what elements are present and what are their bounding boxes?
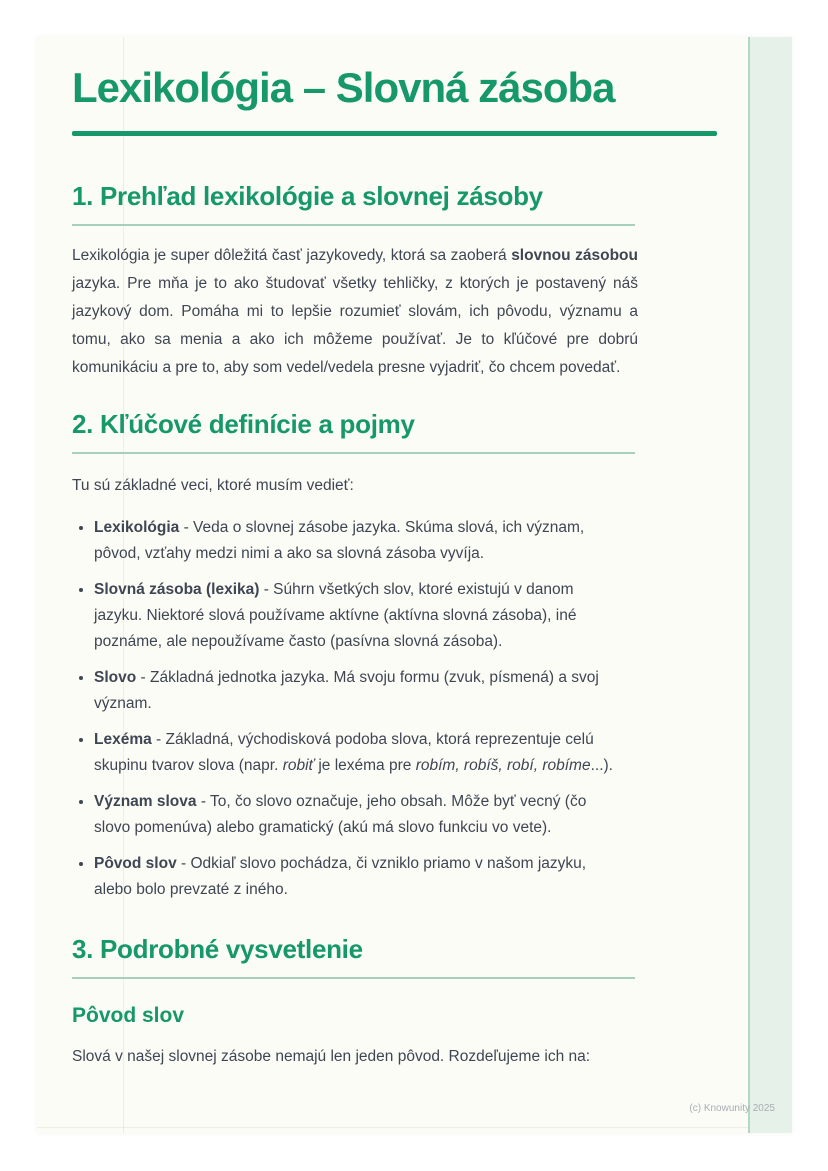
title-divider-rule <box>72 131 717 136</box>
definitions-list <box>72 514 617 903</box>
subsection-heading-povod-slov: Pôvod slov <box>72 1004 185 1027</box>
list-item <box>94 576 617 655</box>
section-heading-3: 3. Podrobné vysvetlenie <box>72 933 635 979</box>
italic-example: robím, robíš, robí, robíme <box>415 757 591 774</box>
list-item <box>94 514 617 567</box>
definition-text: - Odkiaľ slovo pochádza, či vzniklo priamo v našom jazyku, alebo bolo prevzaté z iného. <box>94 855 587 898</box>
list-item <box>94 726 617 779</box>
bold-term: slovnou zásobou <box>511 247 638 264</box>
section-heading-2: 2. Kľúčové definície a pojmy <box>72 408 635 454</box>
definition-term: Význam slova <box>94 793 197 810</box>
povod-slov-paragraph: Slová v našej slovnej zásobe nemajú len jeden pôvod. Rozdeľujeme ich na: <box>72 1048 591 1065</box>
definition-term: Lexikológia <box>94 519 180 536</box>
definition-text: ...). <box>590 757 613 774</box>
italic-example: robiť <box>282 757 315 774</box>
definition-term: Slovná zásoba (lexika) <box>94 581 260 598</box>
definition-text: - Základná jednotka jazyka. Má svoju formu (zvuk, písmená) a svoj význam. <box>94 669 599 712</box>
definitions-intro: Tu sú základné veci, ktoré musím vedieť: <box>72 477 354 494</box>
page-binding-strip <box>748 37 792 1133</box>
list-item <box>94 850 617 903</box>
definition-text: - Súhrn všetkých slov, ktoré existujú v danom jazyku. Niektoré slová používame aktívne (aktívna slovná zásoba), iné poznáme, ale nepoužívame často (pasívna slovná zásoba). <box>94 581 577 650</box>
list-item <box>94 664 617 717</box>
intro-paragraph <box>72 242 638 382</box>
page-title: Lexikológia – Slovná zásoba <box>72 64 615 111</box>
document-page <box>37 37 792 1133</box>
definition-text: - To, čo slovo označuje, jeho obsah. Môže byť vecný (čo slovo pomenúva) alebo gramatický (akú má slovo funkciu vo vete). <box>94 793 587 836</box>
paragraph-run: jazyka. Pre mňa je to ako študovať všetky tehličky, z ktorých je postavený náš jazykový dom. Pomáha mi to lepšie rozumieť slovám, ich pôvodu, významu a tomu, ako sa menia a ako ich môžeme používať. Je to kľúčové pre dobrú komunikáciu a pre to, aby som vedel/vedela presne vyjadriť, čo chcem povedať. <box>72 275 638 376</box>
paper-horizontal-crease <box>37 1127 792 1128</box>
document-content <box>37 37 792 1069</box>
definition-term: Lexéma <box>94 731 152 748</box>
definition-text: je lexéma pre <box>314 757 416 774</box>
definition-text: - Základná, východisková podoba slova, ktorá reprezentuje celú skupinu tvarov slova (napr. <box>94 731 594 774</box>
definition-text: - Veda o slovnej zásobe jazyka. Skúma slová, ich význam, pôvod, vzťahy medzi nimi a ako sa slovná zásoba vyvíja. <box>94 519 585 562</box>
copyright-watermark: (c) Knowunity 2025 <box>689 1103 775 1114</box>
list-item <box>94 788 617 841</box>
definition-term: Pôvod slov <box>94 855 177 872</box>
section-heading-1: 1. Prehľad lexikológie a slovnej zásoby <box>72 180 635 226</box>
paragraph-run: Lexikológia je super dôležitá časť jazykovedy, ktorá sa zaoberá <box>72 247 512 264</box>
definition-term: Slovo <box>94 669 137 686</box>
